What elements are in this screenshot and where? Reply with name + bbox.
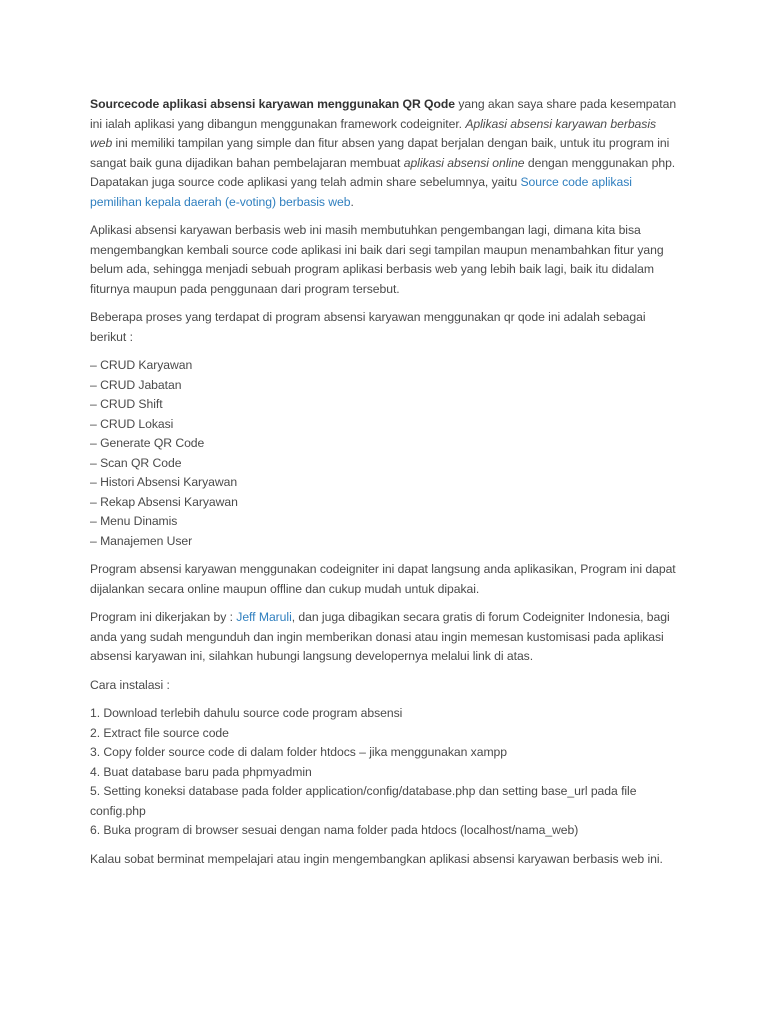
intro-text-2: ini memiliki tampilan yang simple dan fitur absen yang dapat berjalan dengan baik, untuk itu program ini sangat baik guna dijadikan bahan pembelajaran membuat [90,136,670,170]
paragraph-usage: Program absensi karyawan menggunakan codeigniter ini dapat langsung anda aplikasikan, Program ini dapat dijalankan secara online maupun offline dan cukup mudah untuk dipakai. [90,562,676,596]
credit-paragraph [90,608,678,667]
install-step: 5. Setting koneksi database pada folder application/config/database.php dan setting base_url pada file config.php [90,784,637,818]
feature-item: – Manajemen User [90,533,193,548]
feature-item: – CRUD Jabatan [90,377,182,392]
article-body [90,95,678,878]
paragraph-process-intro: Beberapa proses yang terdapat di program absensi karyawan menggunakan qr qode ini adalah sebagai berikut : [90,310,646,344]
feature-list [90,356,678,551]
credit-text-2: , dan juga dibagikan secara gratis di forum Codeigniter Indonesia, bagi anda yang sudah mengunduh dan ingin memberikan donasi atau ingin memesan kustomisasi pada aplikasi absensi karyawan ini, silahkan hubungi langsung developernya melalui link di atas. [90,610,670,663]
install-heading: Cara instalasi : [90,677,170,692]
intro-text-4: . [350,194,354,209]
install-step: 2. Extract file source code [90,725,229,740]
feature-item: – Scan QR Code [90,455,182,470]
author-link[interactable]: Jeff Maruli [236,610,292,624]
install-step: 4. Buat database baru pada phpmyadmin [90,764,312,779]
intro-italic-1: Aplikasi absensi karyawan berbasis web [90,116,657,150]
paragraph-development: Aplikasi absensi karyawan berbasis web ini masih membutuhkan pengembangan lagi, dimana kita bisa mengembangkan kembali source code aplikasi ini baik dari segi tampilan maupun menambahkan fitur yang belum ada, sehingga menjadi sebuah program aplikasi berbasis web yang lebih baik lagi, baik itu didalam fiturnya maupun pada penggunaan dari program tersebut. [90,223,664,296]
feature-item: – Rekap Absensi Karyawan [90,494,238,509]
install-step: 1. Download terlebih dahulu source code program absensi [90,706,403,720]
feature-item: – CRUD Lokasi [90,416,174,431]
feature-item: – CRUD Karyawan [90,358,193,372]
intro-paragraph [90,95,678,212]
install-step: 3. Copy folder source code di dalam folder htdocs – jika menggunakan xampp [90,745,508,759]
feature-item: – CRUD Shift [90,397,163,411]
closing-paragraph: Kalau sobat berminat mempelajari atau ingin mengembangkan aplikasi absensi karyawan berbasis web ini. [90,851,663,866]
intro-italic-2: aplikasi absensi online [403,155,525,170]
evoting-source-link[interactable]: Source code aplikasi pemilihan kepala daerah (e-voting) berbasis web [90,175,632,209]
intro-bold-lead: Sourcecode aplikasi absensi karyawan menggunakan QR Qode [90,97,455,111]
install-steps-list [90,704,678,841]
credit-text-1: Program ini dikerjakan by : [90,610,237,624]
feature-item: – Generate QR Code [90,436,205,450]
feature-item: – Menu Dinamis [90,514,178,528]
intro-text-3: dengan menggunakan php. Dapatakan juga source code aplikasi yang telah admin share sebelumnya, yaitu [90,155,676,189]
install-step: 6. Buka program di browser sesuai dengan nama folder pada htdocs (localhost/nama_web) [90,823,579,837]
intro-text-1: yang akan saya share pada kesempatan ini ialah aplikasi yang dibangun menggunakan framework codeigniter. [90,97,677,131]
feature-item: – Histori Absensi Karyawan [90,475,238,489]
